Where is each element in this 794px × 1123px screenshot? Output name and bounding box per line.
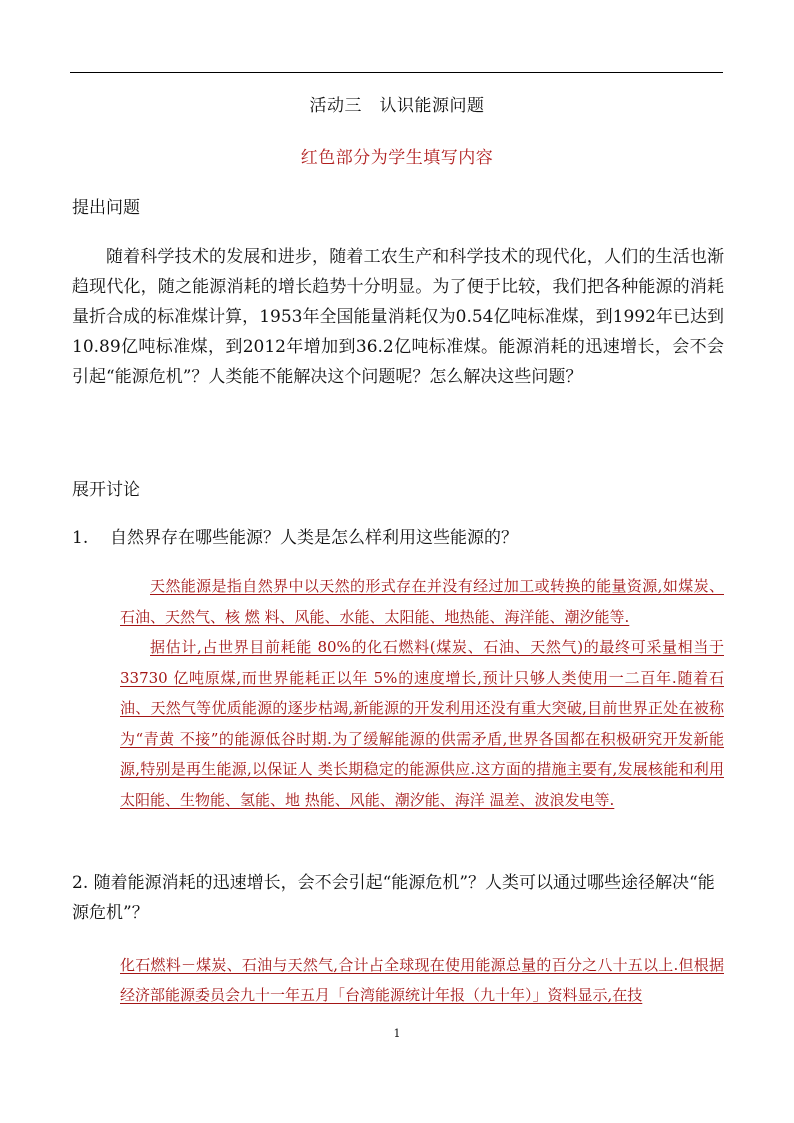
question-1-number: 1. <box>72 528 89 548</box>
question-1-text: 自然界存在哪些能源？人类是怎么样利用这些能源的？ <box>110 528 518 548</box>
page-title: 活动三 认识能源问题 <box>309 96 485 116</box>
answer-2: 化石燃料－煤炭、石油与天然气,合计占全球现在使用能源总量的百分之八十五以上.但根据经济部能源委员会九十一年五月「台湾能源统计年报（九十年）」资料显示,在技 <box>120 956 724 1004</box>
section-heading-discussion: 展开讨论 <box>72 480 140 500</box>
page-subtitle: 红色部分为学生填写内容 <box>300 148 494 168</box>
intro-paragraph: 随着科学技术的发展和进步，随着工农生产和科学技术的现代化，人们的生活也渐趋现代化，随之能源消耗的增长趋势十分明显。为了便于比较，我们把各种能源的消耗量折合成的标准煤计算，1953年全国能量消耗仅为0.54亿吨标准煤，到1992年已达到10.89亿吨标准煤，到2012年增加到36.2亿吨标准煤。能源消耗的迅速增长，会不会引起“能源危机”？人类能不能解决这个问题呢？怎么解决这些问题？ <box>72 247 724 387</box>
section-heading-raise-question: 提出问题 <box>72 198 140 218</box>
answer-1-paragraph-1: 天然能源是指自然界中以天然的形式存在并没有经过加工或转换的能量资源,如煤炭、石油、天然气、核 燃 料、风能、水能、太阳能、地热能、海洋能、潮汐能等. <box>120 577 724 626</box>
answer-1-paragraph-2: 据估计,占世界目前耗能 80%的化石燃料(煤炭、石油、天然气)的最终可采量相当于 33730 亿吨原煤,而世界能耗正以年 5%的速度增长,预计只够人类使用一二百年.随着石油、天然气等优质能源的逐步枯竭,新能源的开发利用还没有重大突破,目前世界正处在被称为“青黄 不接”的能源低谷时期.为了缓解能源的供需矛盾,世界各国都在积极研究开发新能源,特别是再生能源,以保证人 类长期稳定的能源供应.这方面的措施主要有,发展核能和利用太阳能、生物能、氢能、地 热能、风能、潮汐能、海洋 温差、波浪发电等. <box>120 638 724 809</box>
question-1 <box>72 523 724 553</box>
question-2: 2. 随着能源消耗的迅速增长，会不会引起“能源危机”？人类可以通过哪些途径解决“能源危机”？ <box>72 873 715 923</box>
page-number: 1 <box>393 1027 401 1040</box>
header-rule <box>70 72 723 73</box>
answer-1 <box>120 571 724 815</box>
